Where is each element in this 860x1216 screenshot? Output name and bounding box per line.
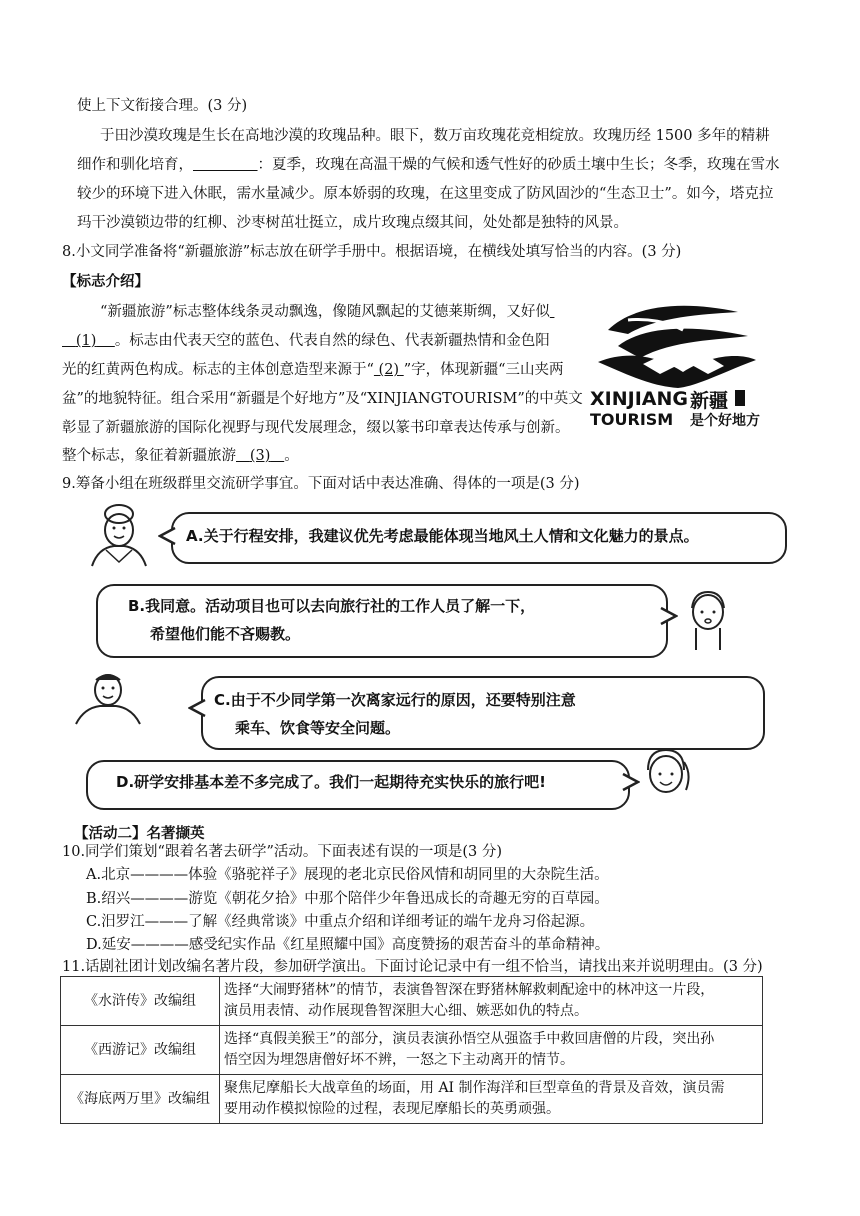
q10-option-a[interactable]: A.北京————体验《骆驼祥子》展现的老北京民俗风情和胡同里的大杂院生活。	[86, 867, 609, 883]
q8-line-2	[62, 331, 550, 351]
q8-heading: 【标志介绍】	[62, 273, 149, 290]
q8-blank-3-label: (3)	[249, 448, 271, 464]
bubble-tail-b	[660, 606, 678, 626]
dialogue-option-d: D.研学安排基本差不多完成了。我们一起期待充实快乐的旅行吧!	[116, 773, 546, 791]
description-line: 演员用表情、动作展现鲁智深胆大心细、嫉恶如仇的特点。	[224, 1003, 588, 1019]
q7-tail: 使上下文衔接合理。(3 分)	[77, 98, 248, 114]
dialogue-option-a: A.关于行程安排，我建议优先考虑最能体现当地风土人情和文化魅力的景点。	[186, 527, 699, 545]
q8-blank-1[interactable]	[62, 333, 115, 349]
q10-option-d[interactable]: D.延安————感受纪实作品《红星照耀中国》高度赞扬的艰苦奋斗的革命精神。	[86, 937, 610, 953]
table-row	[61, 977, 763, 1026]
bubble-tail-a	[158, 526, 176, 546]
activity-2-heading: 【活动二】名著撷英	[74, 825, 205, 842]
girl-avatar-icon	[84, 500, 154, 568]
xinjiang-tourism-logo-icon	[588, 300, 758, 392]
q7-paragraph-line-1: 于田沙漠玫瑰是生长在高地沙漠的玫瑰品种。眼下，数万亩玫瑰花竞相绽放。玫瑰历经 1500 多年的精耕	[100, 128, 770, 144]
q7-paragraph-line-3: 较少的环境下进入休眠，需水量减少。原本娇弱的玫瑰，在这里变成了防风固沙的“生态卫士”。如今，塔克拉	[77, 186, 774, 202]
q10-option-b[interactable]: B.绍兴————游览《朝花夕拾》中那个陪伴少年鲁迅成长的奇趣无穷的百草园。	[86, 891, 609, 907]
group-name: 《海底两万里》改编组	[61, 1075, 220, 1124]
q8-blank-2[interactable]	[374, 362, 404, 378]
group-description	[220, 1026, 763, 1075]
table-row	[61, 1026, 763, 1075]
group-name: 《西游记》改编组	[61, 1026, 220, 1075]
q8-line-4: 盆”的地貌特征。组合采用“新疆是个好地方”及“XINJIANGTOURISM”的中英文	[62, 391, 583, 407]
q7-paragraph-line-2	[77, 155, 780, 175]
description-line: 聚焦尼摩船长大战章鱼的场面，用 AI 制作海洋和巨型章鱼的背景及音效，演员需	[224, 1080, 725, 1096]
group-description	[220, 1075, 763, 1124]
group-name: 《水浒传》改编组	[61, 977, 220, 1026]
dialogue-option-c-line-2: 乘车、饮食等安全问题。	[235, 719, 401, 737]
q10-stem: 10.同学们策划“跟着名著去研学”活动。下面表述有误的一项是(3 分)	[62, 844, 503, 860]
description-line: 悟空因为埋怨唐僧好坏不辨，一怒之下主动离开的情节。	[224, 1052, 574, 1068]
table-row	[61, 1075, 763, 1124]
bubble-tail-d	[622, 772, 640, 792]
logo-text-cn-1: 新疆	[690, 390, 729, 412]
group-description	[220, 977, 763, 1026]
q8-text: ”字，体现新疆“三山夹两	[403, 362, 564, 378]
xinjiang-tourism-logo	[588, 300, 758, 430]
q10-option-c[interactable]: C.汨罗江———了解《经典常谈》中重点介绍和详细考证的端午龙舟习俗起源。	[86, 914, 595, 930]
q8-line-5: 彰显了新疆旅游的国际化视野与现代发展理念，缀以篆书印章表达传承与创新。	[62, 420, 570, 436]
seal-icon	[735, 390, 745, 406]
q8-text: 。	[284, 448, 299, 464]
logo-text-en-1: XINJIANG	[590, 388, 688, 410]
boy-avatar-icon	[686, 588, 730, 652]
girl-ponytail-avatar-icon	[640, 744, 692, 808]
q9-stem: 9.筹备小组在班级群里交流研学事宜。下面对话中表达准确、得体的一项是(3 分)	[62, 476, 580, 492]
q11-table	[60, 976, 763, 1124]
q8-line-6	[62, 446, 299, 466]
q8-text: “新疆旅游”标志整体线条灵动飘逸，像随风飘起的艾德莱斯绸，又好似	[100, 304, 550, 320]
description-line: 选择“大闹野猪林”的情节，表演鲁智深在野猪林解救刺配途中的林冲这一片段，	[224, 982, 715, 998]
q8-stem: 8.小文同学准备将“新疆旅游”标志放在研学手册中。根据语境，在横线处填写恰当的内容。(3 分)	[62, 244, 682, 260]
q8-line-3	[62, 360, 564, 380]
q8-line-1	[100, 302, 554, 322]
q7-text: 细作和驯化培育，	[77, 157, 193, 173]
q8-blank-1-lead[interactable]	[550, 302, 555, 322]
q7-text: ：夏季，玫瑰在高温干燥的气候和透气性好的砂质土壤中生长；冬季，玫瑰在雪水	[257, 157, 780, 173]
q8-text: 整个标志，象征着新疆旅游	[62, 448, 236, 464]
dialogue-option-c-line-1: C.由于不少同学第一次离家远行的原因，还要特别注意	[214, 691, 576, 709]
dialogue-option-b-line-1: B.我同意。活动项目也可以去向旅行社的工作人员了解一下，	[128, 597, 536, 615]
dialogue-option-b-line-2: 希望他们能不吝赐教。	[150, 625, 301, 643]
man-avatar-icon	[72, 668, 144, 726]
q11-stem: 11.话剧社团计划改编名著片段，参加研学演出。下面讨论记录中有一组不恰当，请找出来并说明理由。(3 分)	[62, 959, 763, 975]
q8-blank-1-label: (1)	[75, 333, 97, 349]
q8-blank-3[interactable]	[236, 448, 284, 464]
q8-text: 。标志由代表天空的蓝色、代表自然的绿色、代表新疆热情和金色阳	[114, 333, 550, 349]
description-line: 要用动作模拟惊险的过程，表现尼摩船长的英勇顽强。	[224, 1101, 560, 1117]
q7-paragraph-line-4: 玛干沙漠锁边带的红柳、沙枣树茁壮挺立，成片玫瑰点缀其间，处处都是独特的风景。	[77, 215, 628, 231]
q7-answer-blank[interactable]	[193, 155, 258, 175]
logo-text-cn-2: 是个好地方	[690, 413, 760, 429]
q8-text: 光的红黄两色构成。标志的主体创意造型来源于“	[62, 362, 374, 378]
q8-blank-2-label: (2)	[378, 362, 400, 378]
bubble-tail-c	[188, 698, 206, 718]
logo-text-en-2: TOURISM	[590, 410, 674, 429]
description-line: 选择“真假美猴王”的部分，演员表演孙悟空从强盗手中救回唐僧的片段，突出孙	[224, 1031, 715, 1047]
